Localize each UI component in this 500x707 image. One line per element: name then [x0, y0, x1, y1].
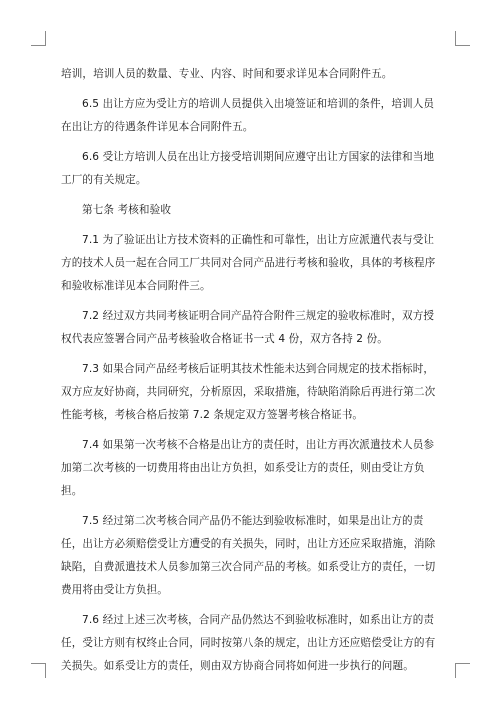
paragraph-6-5: 6.5 出让方应为受让方的培训人员提供入出境签证和培训的条件，培训人员在出让方的待遇条件详见本合同附件五。 — [61, 98, 435, 133]
section-heading-article-7: 第七条 考核和验收 — [82, 204, 172, 216]
paragraph-7-5: 7.5 经过第二次考核合同产品仍不能达到验收标准时，如果是出让方的责任，出让方必须赔偿受让方遭受的有关损失，同时，出让方还应采取措施，消除缺陷，自费派遣技术人员参加第三次合同产品的考核。如系受让方的责任，一切费用将由受让方负担。 — [61, 515, 436, 596]
paragraph-7-1: 7.1 为了验证出让方技术资料的正确性和可靠性，出让方应派遣代表与受让方的技术人员一起在合同工厂共同对合同产品进行考核和验收，具体的考核程序和验收标准详见本合同附件三。 — [61, 234, 436, 292]
crop-mark-top-right — [455, 31, 470, 46]
paragraph-7-6: 7.6 经过上述三次考核，合同产品仍然达不到验收标准时，如系出让方的责任，受让方则有权终止合同，同时按第八条的规定，出让方还应赔偿受让方的有关损失。如系受让方的责任，则由双方协商合同将如何进一步执行的问题。 — [61, 614, 436, 672]
crop-mark-bottom-left — [31, 663, 46, 678]
paragraph-7-3: 7.3 如果合同产品经考核后证明其技术性能未达到合同规定的技术指标时，双方应友好协商，共同研究，分析原因，采取措施，待缺陷消除后再进行第二次性能考核，考核合格后按第 7.2 条规定双方签署考核合格证书。 — [61, 363, 436, 421]
paragraph-continuation: 培训，培训人员的数量、专业、内容、时间和要求详见本合同附件五。 — [61, 68, 393, 80]
crop-mark-top-left — [31, 31, 46, 46]
crop-mark-bottom-right — [455, 663, 470, 678]
paragraph-7-2: 7.2 经过双方共同考核证明合同产品符合附件三规定的验收标准时，双方授权代表应签署合同产品考核验收合格证书一式 4 份，双方各持 2 份。 — [61, 310, 435, 345]
paragraph-7-4: 7.4 如果第一次考核不合格是出让方的责任时，出让方再次派遣技术人员参加第二次考核的一切费用将由出让方负担，如系受让方的责任，则由受让方负担。 — [61, 439, 435, 497]
document-body — [61, 63, 440, 678]
paragraph-6-6: 6.6 受让方培训人员在出让方接受培训期间应遵守出让方国家的法律和当地工厂的有关规定。 — [61, 151, 435, 186]
